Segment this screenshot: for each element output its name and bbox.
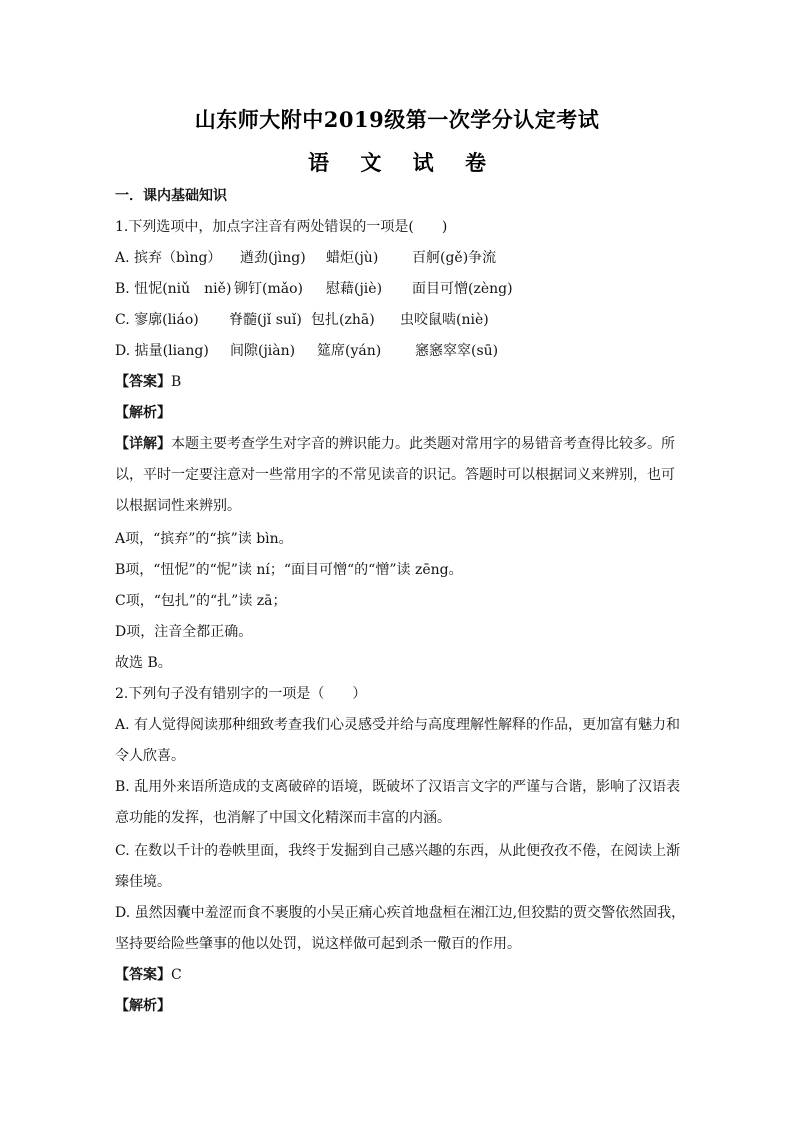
- question-2-text-line: 意功能的发挥，也消解了中国文化精深而丰富的内涵。: [115, 810, 451, 826]
- note-line: D项，注音全都正确。: [115, 624, 253, 640]
- option-item: 包扎(zhā): [311, 312, 375, 328]
- section-heading: 一．课内基础知识: [115, 188, 227, 204]
- detail-line: 以根据词性来辨别。: [115, 498, 241, 514]
- analysis-label: 【解析】: [115, 405, 171, 421]
- note-line: C项，“包扎”的“扎”读 zā；: [115, 593, 287, 609]
- note-line: 故选 B。: [115, 655, 172, 671]
- option-item: B. 忸怩(niǔ niě): [115, 281, 232, 297]
- analysis-label: 【解析】: [115, 998, 171, 1014]
- question-2-text-line: 令人欣喜。: [115, 748, 185, 764]
- question-1-stem: 1.下列选项中，加点字注音有两处错误的一项是( ): [115, 219, 448, 235]
- option-item: D. 掂量(liang): [115, 343, 209, 359]
- option-item: 筵席(yán): [317, 343, 382, 359]
- option-item: 间隙(jiàn): [230, 343, 296, 359]
- question-2-text-line: 坚持要给险些肇事的他以处罚，说这样做可起到杀一儆百的作用。: [115, 936, 521, 952]
- option-item: A. 摈弃（bìng）: [115, 250, 222, 266]
- answer-line: [115, 372, 181, 392]
- option-item: 窸窸窣窣(sū): [415, 343, 499, 359]
- answer-value: B: [171, 374, 182, 390]
- question-1-option-c: [115, 310, 489, 330]
- option-item: 面目可憎(zèng): [412, 281, 513, 297]
- detail-line: [115, 434, 675, 454]
- question-2-text-line: D. 虽然因囊中羞涩而食不裹腹的小吴正痛心疾首地盘桓在湘江边,但狡黠的贾交警依然固我，: [115, 905, 686, 921]
- option-item: 蜡炬(jù): [326, 250, 379, 266]
- option-item: 慰藉(jiè): [326, 281, 383, 297]
- answer-label: 【答案】: [115, 374, 171, 390]
- detail-text: 本题主要考查学生对字音的辨识能力。此类题对常用字的易错音考查得比较多。所: [171, 436, 675, 452]
- question-2-text-line: C. 在数以千计的卷帙里面，我终于发掘到自己感兴趣的东西，从此便孜孜不倦，在阅读上渐: [115, 843, 681, 859]
- question-1-option-b: [115, 279, 513, 299]
- page-subtitle: 语 文 试 卷: [308, 150, 498, 175]
- question-2-text-line: A. 有人觉得阅读那种细致考查我们心灵感受并给与高度理解性解释的作品，更加富有魅力和: [115, 717, 681, 733]
- question-1-option-d: [115, 341, 498, 361]
- note-line: B项，“忸怩”的“怩”读 ní；“面目可憎“的“憎”读 zēng。: [115, 562, 463, 578]
- question-2-stem: 2.下列句子没有错别字的一项是（ ）: [115, 686, 367, 702]
- option-item: 脊髓(jǐ suǐ): [229, 312, 302, 328]
- option-item: C. 寥廓(liáo): [115, 312, 199, 328]
- question-1-option-a: [115, 248, 496, 268]
- answer-value: C: [171, 967, 182, 983]
- question-2-text-line: 臻佳境。: [115, 874, 171, 890]
- note-line: A项，“摈弃”的“摈”读 bìn。: [115, 531, 293, 547]
- answer-label: 【答案】: [115, 967, 171, 983]
- option-item: 遒劲(jìng): [240, 250, 306, 266]
- question-2-text-line: B. 乱用外来语所造成的支离破碎的语境，既破坏了汉语言文字的严谨与合谐，影响了汉语表: [115, 779, 681, 795]
- detail-line: 以，平时一定要注意对一些常用字的不常见读音的识记。答题时可以根据词义来辨别，也可: [115, 467, 675, 483]
- option-item: 虫咬鼠啮(niè): [400, 312, 489, 328]
- option-item: 百舸(gě)争流: [412, 250, 497, 266]
- detail-label: 【详解】: [115, 436, 171, 452]
- option-item: 铆钉(mǎo): [234, 281, 303, 297]
- answer-line: [115, 965, 182, 985]
- page-title: 山东师大附中2019级第一次学分认定考试: [194, 107, 600, 132]
